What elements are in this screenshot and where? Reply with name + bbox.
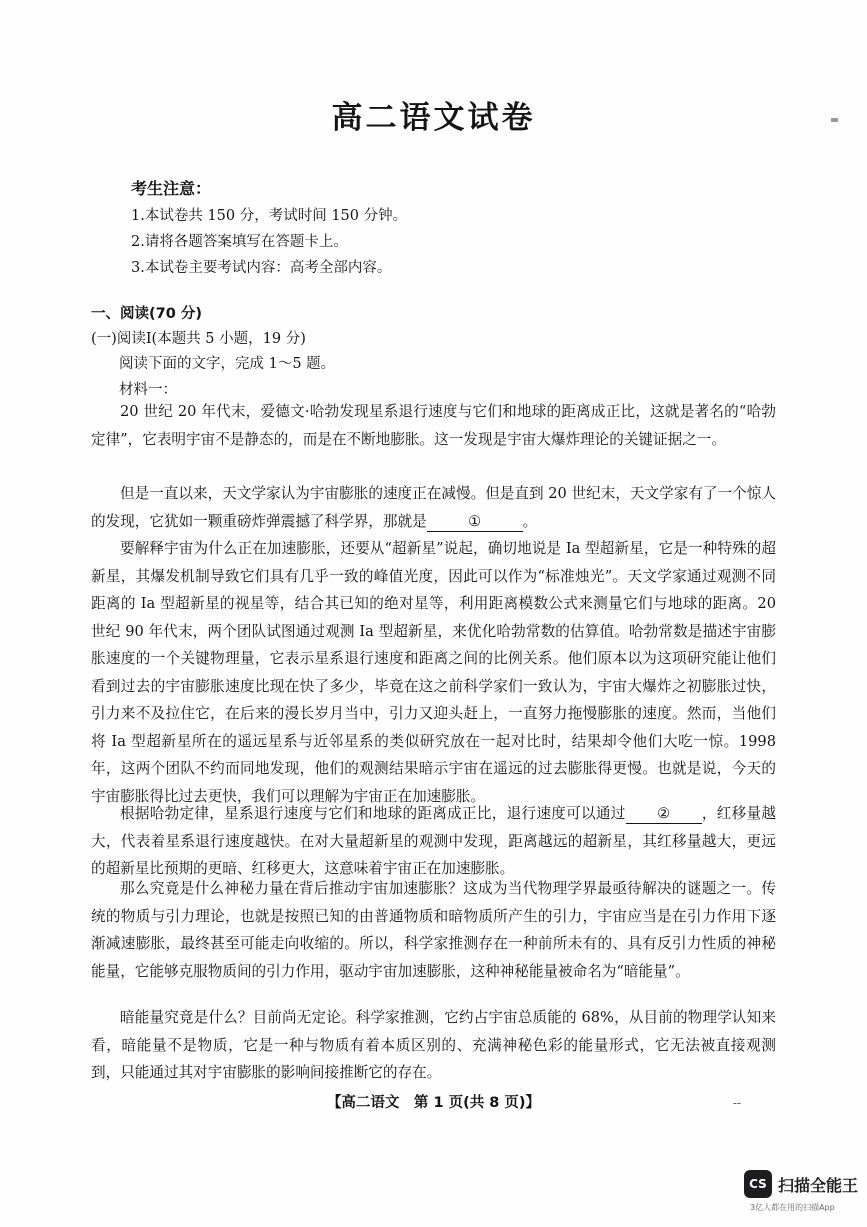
notice-heading: 考生注意： bbox=[131, 179, 212, 198]
paragraph-2-text: 但是一直以来，天文学家认为宇宙膨胀的速度正在减慢。但是直到 20 世纪末，天文学家有了一个惊人的发现，它犹如一颗重磅炸弹震撼了科学界，那就是 bbox=[91, 485, 776, 530]
exam-title: 高二语文试卷 bbox=[331, 100, 536, 136]
instruction-text: 阅读下面的文字，完成 1～5 题。 bbox=[119, 356, 336, 372]
footer-dash: -- bbox=[733, 1096, 742, 1110]
camscanner-logo-icon: CS bbox=[744, 1170, 772, 1198]
section-heading: 一、阅读(70 分) bbox=[91, 306, 202, 322]
paragraph-4-text: 根据哈勃定律，星系退行速度与它们和地球的距离成正比，退行速度可以通过 bbox=[120, 805, 626, 822]
notice-item-3: 3.本试卷主要考试内容：高考全部内容。 bbox=[131, 260, 392, 276]
page-footer: 【高二语文 第 1 页(共 8 页)】 bbox=[326, 1095, 541, 1111]
paragraph-3: 要解释宇宙为什么正在加速膨胀，还要从“超新星”说起，确切地说是 Ia 型超新星，它是一种特殊的超新星，其爆发机制导致它们具有几乎一致的峰值光度，因此可以作为“标准烛光”。天文学家通过观测不同距离的 Ia 型超新星的视星等，结合其已知的绝对星等，利用距离模数公式来测量它们与地球的距离。20 世纪 90 年代末，两个团队试图通过观测 Ia 型超新星，来优化哈勃常数的估算值。哈勃常数是描述宇宙膨胀速度的一个关键物理量，它表示星系退行速度和距离之间的比例关系。他们原本以为这项研究能让他们看到过去的宇宙膨胀速度比现在快了多少，毕竟在这之前科学家们一致认为，宇宙大爆炸之初膨胀过快，引力来不及拉住它，在后来的漫长岁月当中，引力又迎头赶上，一直努力拖慢膨胀的速度。然而，当他们将 Ia 型超新星所在的遥远星系与近邻星系的类似研究放在一起对比时，结果却令他们大吃一惊。1998 年，这两个团队不约而同地发现，他们的观测结果暗示宇宙在遥远的过去膨胀得更慢。也就是说，今天的宇宙膨胀得比过去更快，我们可以理解为宇宙正在加速膨胀。 bbox=[91, 540, 776, 805]
notice-item-2: 2.请将各题答案填写在答题卡上。 bbox=[131, 234, 348, 250]
sub-section-heading: (一)阅读Ⅰ(本题共 5 小题，19 分) bbox=[91, 331, 306, 347]
paragraph-2 bbox=[91, 480, 776, 535]
paragraph-1: 20 世纪 20 年代末，爱德文·哈勃发现星系退行速度与它们和地球的距离成正比，这就是著名的“哈勃定律”，它表明宇宙不是静态的，而是在不断地膨胀。这一发现是宇宙大爆炸理论的关键证据之一。 bbox=[91, 403, 776, 448]
notice-item-1: 1.本试卷共 150 分，考试时间 150 分钟。 bbox=[131, 208, 408, 224]
blank-2: ② bbox=[626, 805, 702, 824]
scanner-watermark bbox=[738, 1170, 858, 1216]
paragraph-5: 那么究竟是什么神秘力量在背后推动宇宙加速膨胀？这成为当代物理学界最亟待解决的谜题之一。传统的物质与引力理论，也就是按照已知的由普通物质和暗物质所产生的引力，宇宙应当是在引力作用下逐渐减速膨胀，最终甚至可能走向收缩的。所以，科学家推测存在一种前所未有的、具有反引力性质的神秘能量，它能够克服物质间的引力作用，驱动宇宙加速膨胀，这种神秘能量被命名为“暗能量”。 bbox=[91, 880, 776, 980]
watermark-name: 扫描全能王 bbox=[778, 1176, 859, 1195]
paragraph-6: 暗能量究竟是什么？目前尚无定论。科学家推测，它约占宇宙总质能的 68%，从目前的物理学认知来看，暗能量不是物质，它是一种与物质有着本质区别的、充满神秘色彩的能量形式，它无法被直接观测到，只能通过其对宇宙膨胀的影响间接推断它的存在。 bbox=[91, 1009, 776, 1081]
paragraph-4 bbox=[91, 800, 776, 883]
material-label: 材料一： bbox=[119, 382, 177, 398]
blank-1: ① bbox=[427, 513, 523, 532]
paragraph-4-end: ，红移量越大，代表着星系退行速度越快。在对大量超新星的观测中发现，距离越远的超新星，其红移量越大，更远的超新星比预期的更暗、红移更大，这意味着宇宙正在加速膨胀。 bbox=[91, 805, 776, 877]
watermark-subtitle: 3亿人都在用的扫描App bbox=[750, 1203, 835, 1212]
paragraph-2-end: 。 bbox=[522, 512, 538, 530]
